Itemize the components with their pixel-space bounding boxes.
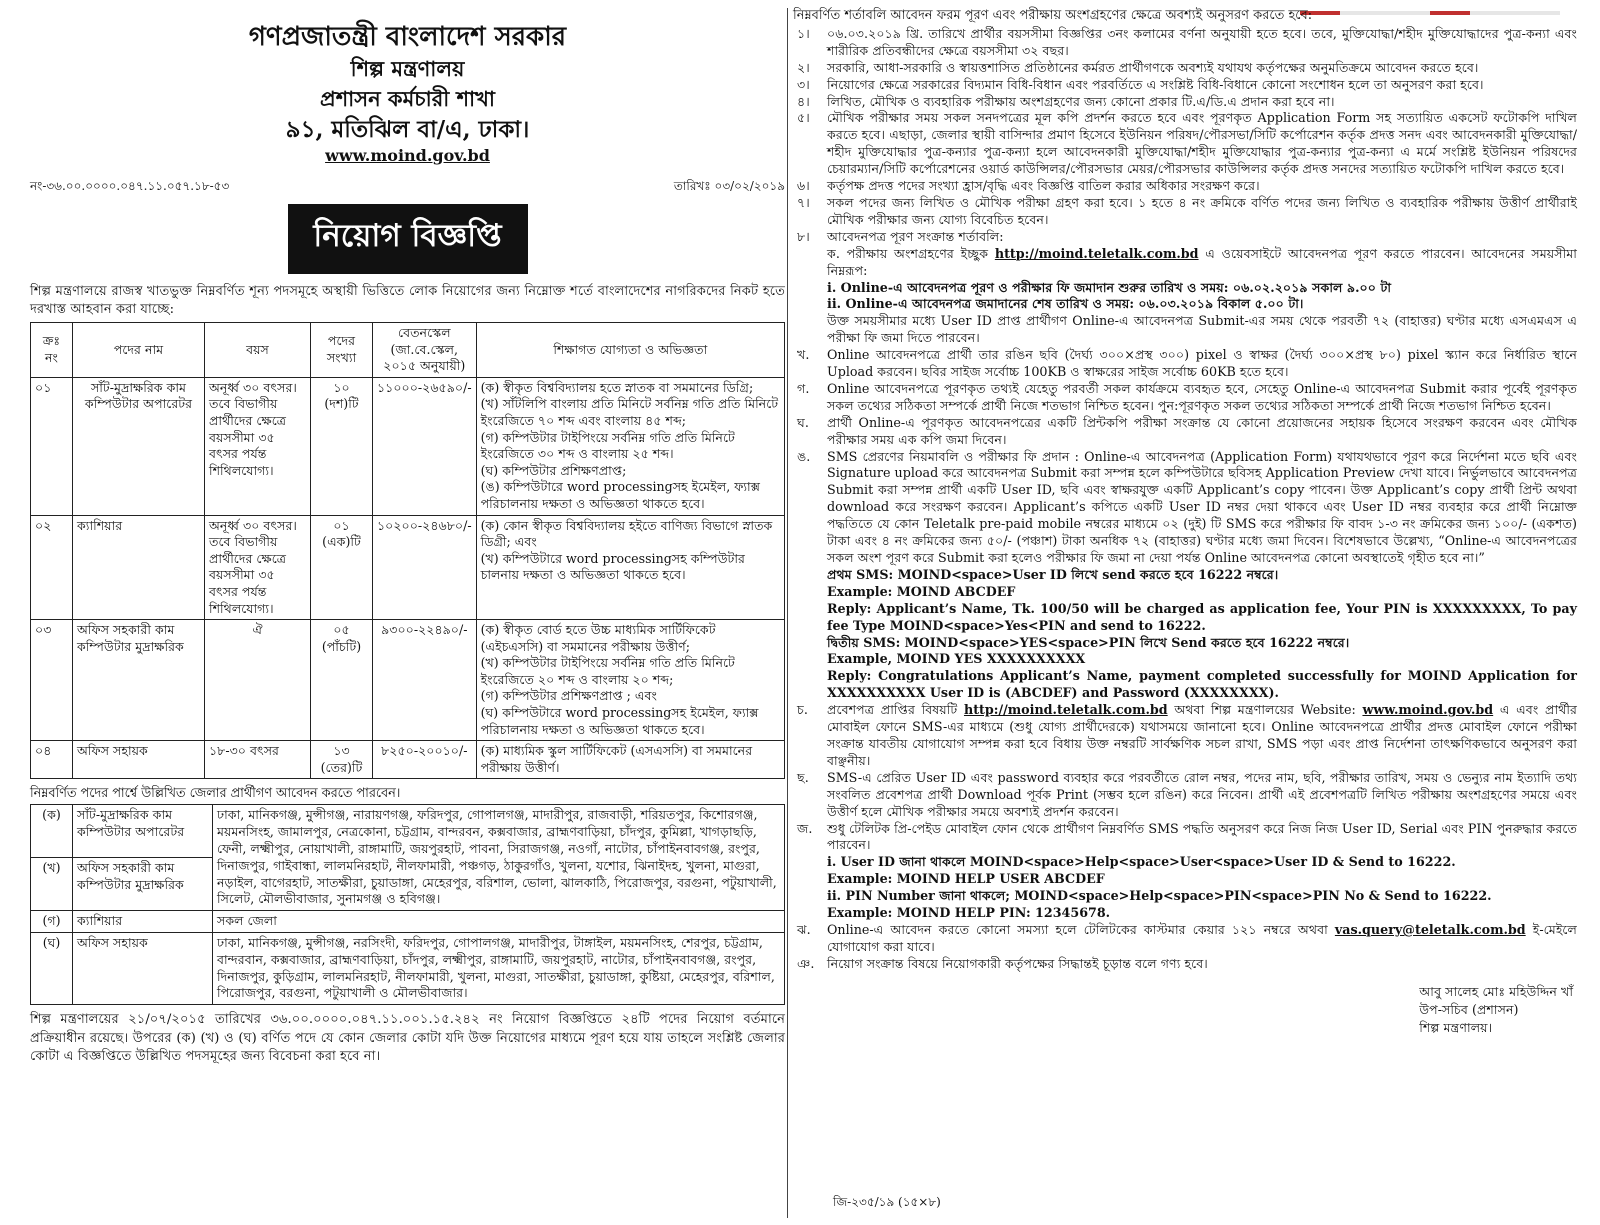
second-sms: দ্বিতীয় SMS: MOIND<space>YES<space>PIN লিখে Send করতে হবে 16222 নম্বরে। <box>827 634 1350 650</box>
col-payscale: বেতনস্কেল (জা.বে.স্কেল, ২০১৫ অনুযায়ী) <box>373 323 477 378</box>
admit-text: প্রবেশপত্র প্রাপ্তির বিষয়টি <box>827 702 958 718</box>
signatory-designation: উপ-সচিব (প্রশাসন) <box>1419 1001 1519 1017</box>
address: ৯১, মতিঝিল বা/এ, ঢাকা। <box>285 116 530 143</box>
notice-title: নিয়োগ বিজ্ঞপ্তি <box>288 204 528 274</box>
table-row <box>31 515 785 620</box>
district-post: সাঁট-মুদ্রাক্ষরিক কাম কম্পিউটার অপারেটর <box>73 805 213 858</box>
sub-item <box>793 347 1577 381</box>
row-count: ১০ (দশ)টি <box>311 377 373 515</box>
website-link[interactable]: www.moind.gov.bd <box>325 146 490 165</box>
district-post: অফিস সহায়ক <box>73 933 213 1005</box>
condition-text: সরকারি, আধা-সরকারি ও স্বায়ত্তশাসিত প্রতিষ্ঠানের কর্মরত প্রার্থীগণকে অবশ্যই যথাযথ কর্তৃপক্ষের অনুমতিক্রমে আবেদন করতে হবে। <box>827 59 1479 75</box>
second-sms-example: Example, MOIND YES XXXXXXXXXX <box>827 651 1086 667</box>
row-age: ১৮-৩০ বৎসর <box>205 741 311 779</box>
qualification-item: (ঘ) কম্পিউটার প্রশিক্ষণপ্রাপ্ত; <box>480 462 627 478</box>
teletalk-link[interactable]: http://moind.teletalk.com.bd <box>963 702 1168 718</box>
qualification-item: (খ) সাঁটলিপি বাংলায় প্রতি মিনিটে সর্বনিম্ন গতি প্রতি মিনিটে ইংরেজিতে ৭০ শব্দ এবং বাংলায় ৪৫ শব্দ; <box>480 396 779 428</box>
sub-text: নিয়োগ সংক্রান্ত বিষয়ে নিয়োগকারী কর্তৃপক্ষের সিদ্ধান্তই চূড়ান্ত বলে গণ্য হবে। <box>827 955 1208 971</box>
ministry-name: শিল্প মন্ত্রণালয় <box>350 56 465 81</box>
ad-code: জি-২৩৫/১৯ (১৫×৮) <box>833 1195 941 1209</box>
table-row <box>31 620 785 741</box>
district-row <box>31 911 785 933</box>
sms-rules: SMS প্রেরণের নিয়মাবলি ও পরীক্ষার ফি প্রদান : Online-এ আবেদনপত্র (Application Form) যথাযথভাবে পূরণ করে নির্দেশনা মতে ছবি এবং Signature upload করে আবেদনপত্র Submit করা সম্পন্ন হলে কম্পিউটারে ছবিসহ Application Preview দেখা যাবে। নির্ভুলভাবে আবেদনপত্র Submit করা সম্পন্ন প্রার্থী একটি User ID, ছবি এবং স্বাক্ষরযুক্ত একটি Applicant’s copy পাবেন। উক্ত Applicant’s copy প্রার্থী প্রিন্ট অথবা download করে সংরক্ষণ করবেন। Applicant’s কপিতে একটি User ID নম্বর দেয়া থাকবে এবং User ID নম্বর ব্যবহার করে প্রার্থী নিম্নোক্ত পদ্ধতিতে যে কোন Teletalk pre-paid mobile নম্বরের মাধ্যমে ০২ (দুই) টি SMS করে পরীক্ষার ফি বাবদ ১-৩ নং ক্রমিকের জন্য ১০০/- (একশত) টাকা এবং ৪ নং ক্রমিকের জন্য ৫০/- (পঞ্চাশ) টাকা অনধিক ৭২ (বাহাত্তর) ঘণ্টার মধ্যে জমা দিবেন। বিশেষভাবে উল্লেখ্য, “Online-এ আবেদনপত্রের সকল অংশ পূরণ করে Submit করা হলেও পরীক্ষার ফি জমা না দেয়া পর্যন্ত Online আবেদনপত্র কোনো অবস্থাতেই গৃহীত হবে না।” <box>827 448 1577 565</box>
district-key: (খ) <box>31 858 73 911</box>
district-table <box>30 804 785 1005</box>
condition-item <box>793 26 1577 60</box>
district-note: নিম্নবর্ণিত পদের পার্শ্বে উল্লিখিত জেলার প্রার্থীগণ আবেদন করতে পারবেন। <box>30 786 401 802</box>
sub-label: খ. <box>797 347 810 363</box>
sub-label: ঞ. <box>797 955 815 971</box>
col-serial: ক্রঃ নং <box>31 323 73 378</box>
row-age: অনূর্ধ্ব ৩০ বৎসর। তবে বিভাগীয় প্রার্থীদের ক্ষেত্রে বয়সসীমা ৩৫ বৎসর পর্যন্ত শিথিলযোগ্য। <box>205 377 311 515</box>
row-count: ১৩ (তের)টি <box>311 741 373 779</box>
top-color-strip <box>1300 0 1600 4</box>
sub-text <box>827 702 1577 770</box>
district-list: সকল জেলা <box>213 911 785 933</box>
left-column <box>30 20 785 1066</box>
district-row <box>31 805 785 858</box>
qualification-item: (ক) কোন স্বীকৃত বিশ্ববিদ্যালয় হইতে বাণিজ্য বিভাগে স্নাতক ডিগ্রী; এবং <box>480 517 773 550</box>
condition-number: ৭। <box>797 194 810 210</box>
qualification-item: (ক) মাধ্যমিক স্কুল সার্টিফিকেট (এসএসসি) বা সমমানের পরীক্ষায় উত্তীর্ণ। <box>480 743 753 775</box>
sub-ka-text: ক. পরীক্ষায় অংশগ্রহণের ইচ্ছুক <box>827 245 989 261</box>
table-row <box>31 377 785 515</box>
row-payscale: ১১০০০-২৬৫৯০/- <box>373 377 477 515</box>
support-email-link[interactable]: vas.query@teletalk.com.bd <box>1334 921 1526 937</box>
first-sms-reply: Reply: Applicant’s Name, Tk. 100/50 will be charged as application fee, Your PIN is XXXXXXXXX, To pay fee Type MOIND<space>Yes<PIN and send to 16222. <box>827 600 1577 633</box>
sub-item <box>793 415 1577 449</box>
row-qualification <box>476 515 784 620</box>
sub-text: প্রার্থী Online-এ পূরণকৃত আবেদনপত্রের একটি প্রিন্টকপি পরীক্ষা সংক্রান্ত যে কোনো প্রয়োজনের সহায়ক হিসেবে সংরক্ষণ করবেন এবং মৌখিক পরীক্ষার সময় এক কপি জমা দিবেন। <box>827 414 1577 447</box>
district-post: অফিস সহকারী কাম কম্পিউটার মুদ্রাক্ষরিক <box>73 858 213 911</box>
ref-line <box>30 178 785 198</box>
recovery-instructions <box>827 821 1577 922</box>
qualification-item: (ঘ) কম্পিউটারে word processingসহ ইমেইল, ফ্যাক্স পরিচালনায় দক্ষতা ও অভিজ্ঞতা থাকতে হবে। <box>480 705 759 737</box>
application-conditions <box>827 229 1577 347</box>
signature-block <box>793 983 1577 1037</box>
condition-number: ৬। <box>797 178 810 194</box>
column-divider <box>787 8 788 1218</box>
condition-item <box>793 60 1577 77</box>
sub-text: Online আবেদনপত্রে প্রার্থী তার রঙিন ছবি (দৈর্ঘ্য ৩০০×প্রস্থ ৩০০) pixel ও স্বাক্ষর (দৈর্ঘ্য ৩০০×প্রস্থ ৮০) pixel স্ক্যান করে নির্ধারিত স্থানে Upload করবেন। ছবির সাইজ সর্বোচ্চ 100KB ও স্বাক্ষরের সাইজ সর্বোচ্চ 60KB হতে হবে। <box>827 347 1577 380</box>
row-post-name: সাঁট-মুদ্রাক্ষরিক কাম কম্পিউটার অপারেটর <box>73 377 205 515</box>
sub-label: ঙ. <box>797 448 811 464</box>
right-column <box>793 8 1577 1037</box>
qualification-item: (খ) কম্পিউটারে word processingসহ কম্পিউটার চালনায় দক্ষতা ও অভিজ্ঞতা থাকতে হবে। <box>480 550 745 583</box>
sub-item <box>793 770 1577 821</box>
row-age: ঐ <box>205 620 311 741</box>
row-serial: ০৩ <box>31 620 73 741</box>
row-age: অনূর্ধ্ব ৩০ বৎসর। তবে বিভাগীয় প্রার্থীদের ক্ষেত্রে বয়সসীমা ৩৫ বৎসর পর্যন্ত শিথিলযোগ্য। <box>205 515 311 620</box>
row-qualification <box>476 741 784 779</box>
sub-item <box>793 821 1577 922</box>
qualification-item: (গ) কম্পিউটার প্রশিক্ষণপ্রাপ্ত ; এবং <box>480 688 657 704</box>
signatory-name: আবু সালেহ মোঃ মহিউদ্দিন খাঁ <box>1419 983 1573 999</box>
row-count: ০১ (এক)টি <box>311 515 373 620</box>
condition-text: কর্তৃপক্ষ প্রদত্ত পদের সংখ্যা হ্রাস/বৃদ্ধি এবং বিজ্ঞপ্তি বাতিল করার অধিকার সংরক্ষণ করে। <box>827 178 1260 194</box>
row-serial: ০৪ <box>31 741 73 779</box>
row-payscale: ৯৩০০-২২৪৯০/- <box>373 620 477 741</box>
admit-text-2: অথবা শিল্প মন্ত্রণালয়ের Website: <box>1174 702 1356 718</box>
sub-item <box>793 381 1577 415</box>
row-post-name: অফিস সহকারী কাম কম্পিউটার মুদ্রাক্ষরিক <box>73 620 205 741</box>
sub-label: গ. <box>797 380 810 396</box>
col-count: পদের সংখ্যা <box>311 323 373 378</box>
memo-number: নং-৩৬.০০.০০০০.০৪৭.১১.০৫৭.১৮-৫৩ <box>30 179 230 193</box>
sub-label: জ. <box>797 820 813 836</box>
sub-label: ছ. <box>797 769 809 785</box>
condition-item <box>793 110 1577 178</box>
sub-text: SMS-এ প্রেরিত User ID এবং password ব্যবহার করে পরবর্তীতে রোল নম্বর, পদের নাম, ছবি, পরীক্ষার তারিখ, সময় ও ভেন্যুর নাম ইত্যাদি তথ্য সংবলিত প্রবেশপত্র প্রার্থী Download পূর্বক Print (সম্ভব হলে রঙিন) করে নিবেন। প্রার্থী এই প্রবেশপত্রটি লিখিত পরীক্ষায় অংশগ্রহণের সময়ে এবং উত্তীর্ণ হলে মৌখিক পরীক্ষার সময়ে অবশ্যই প্রদর্শন করবেন। <box>827 769 1577 819</box>
gov-title: গণপ্রজাতন্ত্রী বাংলাদেশ সরকার <box>248 22 567 52</box>
recovery-user-id: i. User ID জানা থাকলে MOIND<space>Help<space>User<space>User ID & Send to 16222. <box>827 854 1456 870</box>
condition-number: ৫। <box>797 110 810 126</box>
table-row <box>31 741 785 779</box>
first-sms-example: Example: MOIND ABCDEF <box>827 583 1016 599</box>
application-conditions-title: আবেদনপত্র পূরণ সংক্রান্ত শর্তাবলি: <box>827 228 1004 244</box>
district-list: ঢাকা, মানিকগঞ্জ, মুন্সীগঞ্জ, নরসিংদী, ফরিদপুর, গোপালগঞ্জ, মাদারীপুর, টাঙ্গাইল, ময়মনসিংহ, শেরপুর, চট্টগ্রাম, বান্দরবান, কক্সবাজার, ব্রাহ্মণবাড়িয়া, চাঁদপুর, লক্ষ্মীপুর, রাঙ্গামাটি, জয়পুরহাট, নাটোর, চাঁপাইনবাবগঞ্জ, রংপুর, দিনাজপুর, কুড়িগ্রাম, লালমনিরহাট, নীলফামারী, খুলনা, মাগুরা, সাতক্ষীরা, চুয়াডাঙ্গা, কুষ্টিয়া, মেহেরপুর, বরিশাল, পিরোজপুর, বরগুনা, পটুয়াখালী ও মৌলভীবাজার। <box>213 933 785 1005</box>
sub-item <box>793 956 1577 973</box>
support-text-2: ই-মেইলে যোগাযোগ করা যাবে। <box>827 921 1577 954</box>
sub-ka <box>827 246 1577 280</box>
row-serial: ০১ <box>31 377 73 515</box>
sub-item <box>793 702 1577 770</box>
sub-label: ঘ. <box>797 414 809 430</box>
start-date-line: i. Online-এ আবেদনপত্র পূরণ ও পরীক্ষার ফি জমাদান শুরুর তারিখ ও সময়: ০৬.০২.২০১৯ সকাল ৯.০০ টা <box>827 279 1392 295</box>
ministry-website-link[interactable]: www.moind.gov.bd <box>1362 702 1494 718</box>
sub-ka-text-2: এ ওয়েবসাইটে আবেদনপত্র পূরণ করতে পারবেন। আবেদনের সময়সীমা নিম্নরূপ: <box>827 245 1577 278</box>
sub-text <box>827 922 1577 956</box>
condition-number: ১। <box>797 25 810 41</box>
condition-number: ৪। <box>797 93 810 109</box>
qualification-item: (ক) স্বীকৃত বিশ্ববিদ্যালয় হতে স্নাতক বা সমমানের ডিগ্রি; <box>480 379 754 395</box>
signatory-office: শিল্প মন্ত্রণালয়। <box>1419 1019 1493 1035</box>
admit-text-3: এ এবং প্রার্থীর মোবাইল ফোনে SMS-এর মাধ্যমে (শুধু যোগ্য প্রার্থীদেরকে) যথাসময়ে জানানো হবে। Online আবেদনপত্রে প্রার্থীর প্রদত্ত মোবাইল ফোনে পরীক্ষা সংক্রান্ত যাবতীয় যোগাযোগ সম্পন্ন করা হবে বিধায় উক্ত নম্বরটি সার্বক্ষণিক সচল রাখা, SMS পড়া এবং প্রাপ্ত নির্দেশনা তাৎক্ষণিকভাবে অনুসরণ করা বাঞ্ছনীয়। <box>827 702 1577 768</box>
row-count: ০৫ (পাঁচটি) <box>311 620 373 741</box>
condition-number: ২। <box>797 59 810 75</box>
district-row <box>31 933 785 1005</box>
qualification-item: (গ) কম্পিউটার টাইপিংয়ে সর্বনিম্ন গতি প্রতি মিনিটে ইংরেজিতে ৩০ শব্দ ও বাংলায় ২৫ শব্দ। <box>480 429 735 462</box>
col-post-name: পদের নাম <box>73 323 205 378</box>
col-age: বয়স <box>205 323 311 378</box>
condition-item <box>793 94 1577 111</box>
sub-label: চ. <box>797 702 808 718</box>
condition-text: মৌখিক পরীক্ষার সময় সকল সনদপত্রের মূল কপি প্রদর্শন করতে হবে এবং পূরণকৃত Application Form সহ সত্যায়িত একসেট ফটোকপি দাখিল করতে হবে। এছাড়া, জেলার স্থায়ী বাসিন্দার প্রমাণ হিসেবে ইউনিয়ন পরিষদ/পৌরসভা/সিটি কর্পোরেশন কর্তৃক প্রদত্ত সনদ এবং আবেদনকারী মুক্তিযোদ্ধা/শহীদ মুক্তিযোদ্ধার পুত্র-কন্যার পুত্র-কন্যা হলে আবেদনকারী মুক্তিযোদ্ধা/শহীদ মুক্তিযোদ্ধার পুত্র-কন্যার পুত্র-কন্যা এ মর্মে সংশ্লিষ্ট ইউনিয়ন পরিষদের চেয়ারম্যান/সিটি কর্পোরেশনের ওয়ার্ড কাউন্সিলর/পৌরসভার মেয়র/পৌরসভার কাউন্সিলর কর্তৃক প্রদত্ত সনদের সত্যায়িত ফটোকপি দাখিল করতে হবে। <box>827 110 1577 177</box>
row-post-name: ক্যাশিয়ার <box>73 515 205 620</box>
sub-item <box>793 922 1577 956</box>
recovery-example-1: Example: MOIND HELP USER ABCDEF <box>827 871 1105 887</box>
conditions-title: নিম্নবর্ণিত শর্তাবলি আবেদন ফরম পূরণ এবং পরীক্ষায় অংশগ্রহণের ক্ষেত্রে অবশ্যই অনুসরণ করতে হবে: <box>793 8 1313 23</box>
sms-instructions <box>827 449 1577 703</box>
qualification-item: (ঙ) কম্পিউটারে word processingসহ ইমেইল, ফ্যাক্স পরিচালনায় দক্ষতা ও অভিজ্ঞতা থাকতে হবে। <box>480 479 760 511</box>
support-text: Online-এ আবেদন করতে কোনো সমস্যা হলে টেলিটকের কাস্টমার কেয়ার ১২১ নম্বরে অথবা <box>827 921 1328 937</box>
sub-text: Online আবেদনপত্রে পূরণকৃত তথ্যই যেহেতু পরবর্তী সকল কার্যক্রমে ব্যবহৃত হবে, সেহেতু Online-এ আবেদনপত্র Submit করার পূর্বেই পূরণকৃত সকল তথ্যের সঠিকতা সম্পর্কে প্রার্থী নিজে শতভাগ নিশ্চিত হবেন। পুন:পূরণকৃত সকল তথ্যের সঠিকতা সম্পর্কে প্রার্থী নিজে শতভাগ নিশ্চিত হবেন। <box>827 380 1577 413</box>
recovery-pin: ii. PIN Number জানা থাকলে; MOIND<space>Help<space>PIN<space>PIN No & Send to 16222. <box>827 888 1492 904</box>
row-qualification <box>476 377 784 515</box>
sub-item <box>793 449 1577 703</box>
district-list: ঢাকা, মানিকগঞ্জ, মুন্সীগঞ্জ, নারায়ণগঞ্জ, ফরিদপুর, গোপালগঞ্জ, মাদারীপুর, রাজবাড়ী, শরিয়তপুর, কিশোরগঞ্জ, ময়মনসিংহ, জামালপুর, নেত্রকোনা, চট্টগ্রাম, বান্দরবন, কক্সবাজার, ব্রাহ্মণবাড়িয়া, চাঁদপুর, কুমিল্লা, খাগড়াছড়ি, ফেনী, লক্ষ্মীপুর, নোয়াখালী, রাঙ্গামাটি, জয়পুরহাট, পাবনা, সিরাজগঞ্জ, নওগাঁ, নাটোর, চাঁপাইনবাবগঞ্জ, রংপুর, দিনাজপুর, গাইবান্ধা, লালমনিরহাট, নীলফামারী, পঞ্চগড়, ঠাকুরগাঁও, খুলনা, যশোর, ঝিনাইদহ, খুলনা, মাগুরা, নড়াইল, বাগেরহাট, সাতক্ষীরা, চুয়াডাঙ্গা, মেহেরপুর, বরিশাল, ভোলা, ঝালকাঠি, পিরোজপুর, বরগুনা, পটুয়াখালী, সিলেট, মৌলভীবাজার, সুনামগঞ্জ ও হবিগঞ্জ। <box>213 805 785 911</box>
condition-item <box>793 195 1577 229</box>
notice-date: তারিখঃ ০৩/০২/২০১৯ <box>673 179 785 193</box>
qualification-item: (ক) স্বীকৃত বোর্ড হতে উচ্চ মাধ্যমিক সার্টিফিকেট (এইচএসসি) বা সমমানের পরীক্ষায় উত্তীর্ণ; <box>480 622 716 654</box>
district-key: (ক) <box>31 805 73 858</box>
row-qualification <box>476 620 784 741</box>
posts-table-header <box>31 323 785 378</box>
condition-text: সকল পদের জন্য লিখিত ও মৌখিক পরীক্ষা গ্রহণ করা হবে। ১ হতে ৪ নং ক্রমিকে বর্ণিত পদের জন্য লিখিত ও ব্যবহারিক পরীক্ষায় উত্তীর্ণ প্রার্থীরাই মৌখিক পরীক্ষার জন্য যোগ্য বিবেচিত হবেন। <box>827 194 1577 227</box>
posts-table <box>30 322 785 779</box>
sub-label: ঝ. <box>797 921 811 937</box>
col-qualification: শিক্ষাগত যোগ্যতা ও অভিজ্ঞতা <box>476 323 784 378</box>
district-key: (ঘ) <box>31 933 73 1005</box>
condition-text: ০৬.০৩.২০১৯ খ্রি. তারিখে প্রার্থীর বয়সসীমা বিজ্ঞপ্তির ৩নং কলামের বর্ণনা অনুযায়ী হতে হবে। তবে, মুক্তিযোদ্ধা/শহীদ মুক্তিযোদ্ধাদের পুত্র-কন্যা এবং শারীরিক প্রতিবন্ধীদের ক্ষেত্রে বয়সসীমা ৩২ বছর। <box>827 25 1577 58</box>
condition-number: ৮। <box>797 228 810 244</box>
condition-text: নিয়োগের ক্ষেত্রে সরকারের বিদ্যমান বিধি-বিধান এবং পরবর্তিতে এ সংশ্লিষ্ট বিধি-বিধানে কোনো সংশোধন হলে তা অনুসরণ করা হবে। <box>827 76 1484 92</box>
intro-text: শিল্প মন্ত্রণালয়ে রাজস্ব খাতভুক্ত নিম্নবর্ণিত শূন্য পদসমূহে অস্থায়ী ভিত্তিতে লোক নিয়োগের জন্য নিম্নোক্ত শর্তে বাংলাদেশের নাগরিকদের নিকট হতে দরখাস্ত আহবান করা যাচ্ছে: <box>30 284 785 317</box>
quota-note: শিল্প মন্ত্রণালয়ের ২১/০৭/২০১৫ তারিখের ৩৬.০০.০০০০.০৪৭.১১.০০১.১৫.২৪২ নং নিয়োগ বিজ্ঞপ্তিতে ২৪টি পদের নিয়োগ বর্তমানে প্রক্রিয়াধীন রয়েছে। উপরের (ক) (খ) ও (ঘ) বর্ণিত পদে যে কোন জেলার কোটা যদি উক্ত নিয়োগের মাধ্যমে পূরণ হয়ে যায় তাহলে সংশ্লিষ্ট জেলার কোটা এ বিজ্ঞপ্তিতে উল্লিখিত পদসমূহের জন্য বিবেচনা করা হবে না। <box>30 1012 785 1065</box>
condition-item-8 <box>793 229 1577 347</box>
branch-name: প্রশাসন কর্মচারী শাখা <box>320 86 495 111</box>
second-sms-reply: Reply: Congratulations Applicant’s Name, payment completed successfully for MOIND Application for XXXXXXXXXX User ID is (ABCDEF) and Password (XXXXXXXX). <box>827 668 1577 701</box>
sub-ka-tail: উক্ত সময়সীমার মধ্যে User ID প্রাপ্ত প্রার্থীগণ Online-এ আবেদনপত্র Submit-এর সময় থেকে পরবর্তী ৭২ (বাহাত্তর) ঘণ্টার মধ্যে এসএমএস এ পরীক্ষা ফি জমা দিতে পারবেন। <box>827 313 1577 346</box>
first-sms: প্রথম SMS: MOIND<space>User ID লিখে send করতে হবে 16222 নম্বরে। <box>827 566 1279 582</box>
district-key: (গ) <box>31 911 73 933</box>
teletalk-link[interactable]: http://moind.teletalk.com.bd <box>994 245 1199 261</box>
condition-item <box>793 77 1577 94</box>
row-payscale: ১০২০০-২৪৬৮০/- <box>373 515 477 620</box>
header <box>30 20 785 166</box>
recovery-text: শুধু টেলিটক প্রি-পেইড মোবাইল ফোন থেকে প্রার্থীগণ নিম্নবর্ণিত SMS পদ্ধতি অনুসরণ করে নিজ নিজ User ID, Serial এবং PIN পুনরুদ্ধার করতে পারবেন। <box>827 820 1577 853</box>
condition-item <box>793 178 1577 195</box>
condition-text: লিখিত, মৌখিক ও ব্যবহারিক পরীক্ষায় অংশগ্রহণের জন্য কোনো প্রকার টি.এ/ডি.এ প্রদান করা হবে না। <box>827 93 1335 109</box>
end-date-line: ii. Online-এ আবেদনপত্র জমাদানের শেষ তারিখ ও সময়: ০৬.০৩.২০১৯ বিকাল ৫.০০ টা। <box>827 296 1304 312</box>
row-payscale: ৮২৫০-২০০১০/- <box>373 741 477 779</box>
qualification-item: (খ) কম্পিউটার টাইপিংয়ে সর্বনিম্ন গতি প্রতি মিনিটে ইংরেজিতে ২০ শব্দ ও বাংলায় ২০ শব্দ; <box>480 655 735 687</box>
recovery-example-2: Example: MOIND HELP PIN: 12345678. <box>827 905 1111 921</box>
row-serial: ০২ <box>31 515 73 620</box>
district-post: ক্যাশিয়ার <box>73 911 213 933</box>
condition-number: ৩। <box>797 76 810 92</box>
row-post-name: অফিস সহায়ক <box>73 741 205 779</box>
